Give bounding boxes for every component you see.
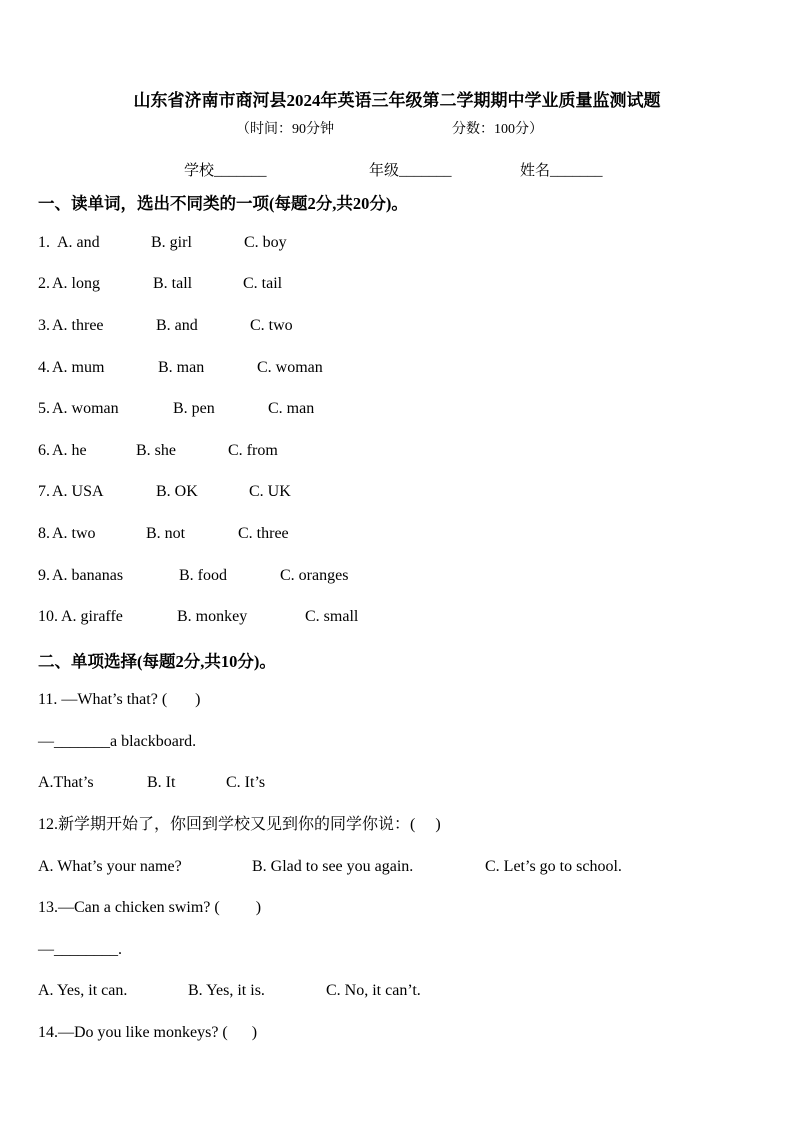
question-13-options	[38, 980, 421, 1002]
question-row-6	[38, 440, 278, 462]
name-field[interactable]: 姓名_______	[520, 163, 603, 179]
question-row-10	[38, 606, 359, 628]
question-11	[38, 689, 201, 711]
question-text: 12.新学期开始了，你回到学校又见到你的同学你说：( )	[38, 816, 441, 833]
option-c[interactable]: C. two	[250, 317, 293, 334]
question-row-8	[38, 523, 289, 545]
grade-field[interactable]: 年级_______	[369, 163, 452, 179]
option-a[interactable]: A. he	[52, 442, 87, 459]
option-b[interactable]: B. Glad to see you again.	[252, 858, 414, 875]
option-a[interactable]: A. USA	[52, 483, 104, 500]
option-b[interactable]: B. tall	[153, 275, 193, 292]
option-a[interactable]: A. and	[57, 234, 100, 251]
option-b[interactable]: B. Yes, it is.	[188, 982, 265, 999]
question-number: 7.	[38, 483, 50, 500]
question-14	[38, 1022, 258, 1044]
option-a[interactable]: A. giraffe	[61, 608, 123, 625]
option-c[interactable]: C. three	[238, 525, 289, 542]
option-b[interactable]: B. It	[147, 774, 176, 791]
question-row-1	[38, 232, 287, 254]
option-c[interactable]: C. No, it can’t.	[326, 982, 421, 999]
option-c[interactable]: C. oranges	[280, 567, 349, 584]
exam-score: 分数：100分）	[452, 122, 543, 137]
question-11-answer	[38, 731, 197, 753]
option-a[interactable]: A. Yes, it can.	[38, 982, 128, 999]
section-1-heading: 一、读单词，选出不同类的一项(每题2分,共20分)。	[38, 194, 408, 213]
option-c[interactable]: C. man	[268, 400, 315, 417]
option-c[interactable]: C. Let’s go to school.	[485, 858, 622, 875]
question-text: 11. —What’s that? ( )	[38, 691, 201, 708]
answer-blank[interactable]: —_______a blackboard.	[38, 733, 197, 750]
question-number: 10.	[38, 608, 58, 625]
question-13	[38, 897, 262, 919]
option-b[interactable]: B. not	[146, 525, 186, 542]
option-a[interactable]: A. two	[52, 525, 96, 542]
option-a[interactable]: A.That’s	[38, 774, 94, 791]
option-c[interactable]: C. tail	[243, 275, 283, 292]
option-b[interactable]: B. OK	[156, 483, 198, 500]
option-a[interactable]: A. woman	[52, 400, 119, 417]
question-row-5	[38, 398, 315, 420]
option-a[interactable]: A. bananas	[52, 567, 124, 584]
option-a[interactable]: A. long	[52, 275, 100, 292]
option-c[interactable]: C. from	[228, 442, 278, 459]
question-11-options	[38, 772, 266, 794]
option-a[interactable]: A. three	[52, 317, 104, 334]
question-number: 9.	[38, 567, 50, 584]
option-b[interactable]: B. food	[179, 567, 227, 584]
option-c[interactable]: C. UK	[249, 483, 291, 500]
question-12-options	[38, 856, 622, 878]
question-12	[38, 814, 441, 836]
option-c[interactable]: C. small	[305, 608, 359, 625]
question-number: 6.	[38, 442, 50, 459]
question-number: 2.	[38, 275, 50, 292]
question-number: 8.	[38, 525, 50, 542]
question-row-3	[38, 315, 293, 337]
question-number: 1.	[38, 234, 54, 251]
question-row-9	[38, 565, 349, 587]
option-b[interactable]: B. monkey	[177, 608, 248, 625]
school-field[interactable]: 学校_______	[184, 163, 267, 179]
question-row-4	[38, 357, 323, 379]
answer-blank[interactable]: —________.	[38, 941, 122, 958]
option-b[interactable]: B. girl	[151, 234, 192, 251]
option-b[interactable]: B. man	[158, 359, 205, 376]
option-b[interactable]: B. pen	[173, 400, 215, 417]
question-number: 5.	[38, 400, 50, 417]
section-2-heading: 二、单项选择(每题2分,共10分)。	[38, 652, 276, 671]
option-b[interactable]: B. and	[156, 317, 198, 334]
exam-time: （时间：90分钟	[236, 122, 334, 137]
option-c[interactable]: C. It’s	[226, 774, 266, 791]
option-c[interactable]: C. boy	[244, 234, 287, 251]
option-b[interactable]: B. she	[136, 442, 176, 459]
question-13-answer	[38, 939, 122, 961]
option-c[interactable]: C. woman	[257, 359, 323, 376]
question-text: 14.—Do you like monkeys? ( )	[38, 1024, 258, 1041]
page-title: 山东省济南市商河县2024年英语三年级第二学期期中学业质量监测试题	[133, 91, 661, 110]
question-number: 3.	[38, 317, 50, 334]
question-number: 4.	[38, 359, 50, 376]
option-a[interactable]: A. mum	[52, 359, 105, 376]
option-a[interactable]: A. What’s your name?	[38, 858, 182, 875]
question-row-7	[38, 481, 291, 503]
question-row-2	[38, 273, 283, 295]
question-text: 13.—Can a chicken swim? ( )	[38, 899, 262, 916]
